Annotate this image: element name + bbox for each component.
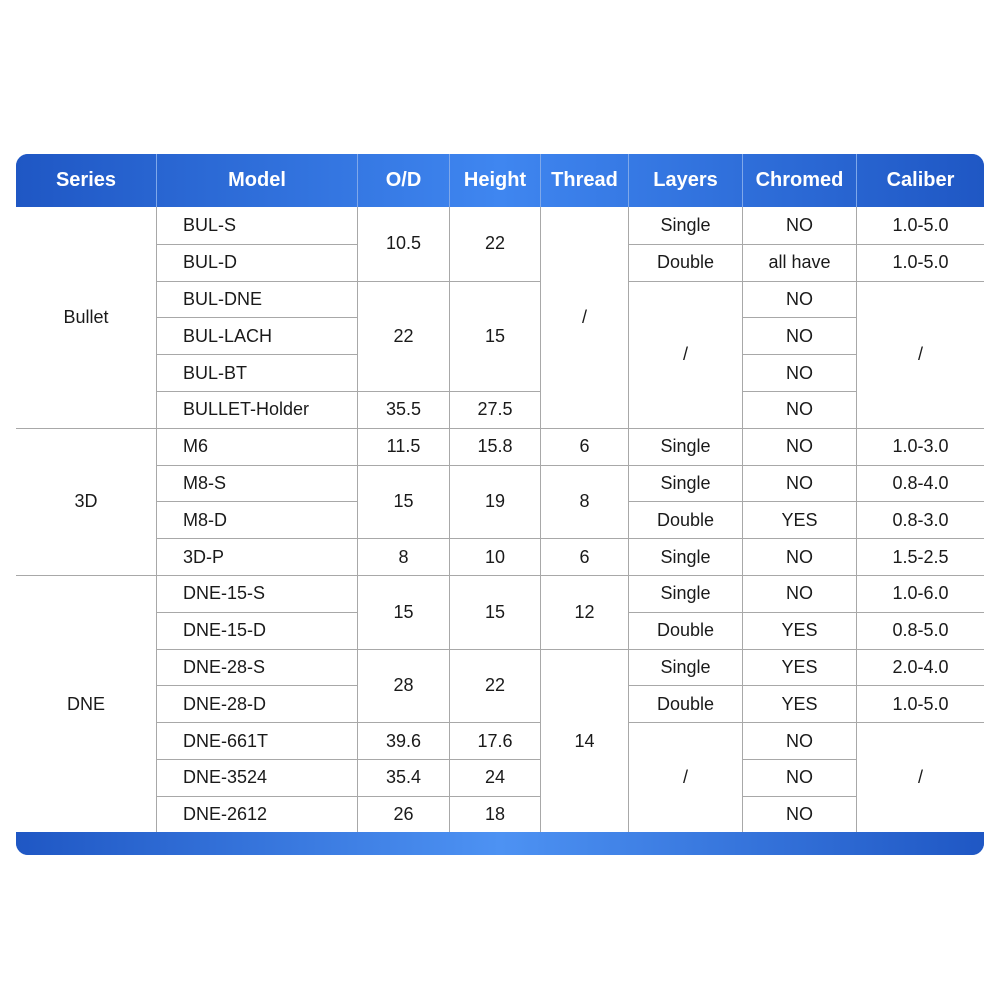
- od-cell: 28: [357, 649, 449, 723]
- height-cell: 15: [449, 575, 540, 649]
- table-header: [16, 154, 984, 207]
- chromed-cell: NO: [742, 796, 856, 833]
- chromed-cell: NO: [742, 722, 856, 759]
- model-cell: DNE-3524: [156, 759, 357, 796]
- header-model: Model: [156, 154, 357, 207]
- thread-cell: 6: [540, 428, 628, 465]
- model-cell: M6: [156, 428, 357, 465]
- height-cell: 22: [449, 207, 540, 281]
- layers-cell: Single: [628, 538, 742, 575]
- layers-cell: Double: [628, 612, 742, 649]
- layers-cell: Single: [628, 649, 742, 686]
- chromed-cell: YES: [742, 685, 856, 722]
- model-cell: DNE-28-S: [156, 649, 357, 686]
- caliber-cell: 0.8-4.0: [856, 465, 984, 502]
- thread-cell: 6: [540, 538, 628, 575]
- chromed-cell: NO: [742, 428, 856, 465]
- thread-cell: 8: [540, 465, 628, 539]
- layers-cell: Single: [628, 428, 742, 465]
- model-cell: BUL-D: [156, 244, 357, 281]
- od-cell: 15: [357, 575, 449, 649]
- header-od: O/D: [357, 154, 449, 207]
- chromed-cell: NO: [742, 538, 856, 575]
- series-cell: 3D: [16, 428, 156, 575]
- od-cell: 22: [357, 281, 449, 391]
- caliber-cell: 1.0-5.0: [856, 207, 984, 244]
- caliber-cell: /: [856, 281, 984, 428]
- height-cell: 10: [449, 538, 540, 575]
- model-cell: DNE-28-D: [156, 685, 357, 722]
- layers-cell: /: [628, 281, 742, 428]
- caliber-cell: 1.0-5.0: [856, 244, 984, 281]
- table-footer-bar: [16, 832, 984, 855]
- header-caliber: Caliber: [856, 154, 984, 207]
- layers-cell: /: [628, 722, 742, 832]
- height-cell: 22: [449, 649, 540, 723]
- chromed-cell: NO: [742, 391, 856, 428]
- height-cell: 15.8: [449, 428, 540, 465]
- od-cell: 35.4: [357, 759, 449, 796]
- caliber-cell: 1.0-5.0: [856, 685, 984, 722]
- chromed-cell: all have: [742, 244, 856, 281]
- header-thread: Thread: [540, 154, 628, 207]
- chromed-cell: YES: [742, 501, 856, 538]
- layers-cell: Single: [628, 575, 742, 612]
- chromed-cell: NO: [742, 317, 856, 354]
- height-cell: 15: [449, 281, 540, 391]
- header-height: Height: [449, 154, 540, 207]
- layers-cell: Single: [628, 465, 742, 502]
- chromed-cell: NO: [742, 354, 856, 391]
- chromed-cell: NO: [742, 575, 856, 612]
- model-cell: DNE-2612: [156, 796, 357, 833]
- layers-cell: Double: [628, 244, 742, 281]
- series-cell: DNE: [16, 575, 156, 833]
- thread-cell: 14: [540, 649, 628, 833]
- layers-cell: Double: [628, 501, 742, 538]
- thread-cell: 12: [540, 575, 628, 649]
- chromed-cell: NO: [742, 281, 856, 318]
- od-cell: 26: [357, 796, 449, 833]
- height-cell: 24: [449, 759, 540, 796]
- od-cell: 11.5: [357, 428, 449, 465]
- model-cell: BUL-BT: [156, 354, 357, 391]
- header-series: Series: [55, 169, 117, 191]
- height-cell: 18: [449, 796, 540, 833]
- od-cell: 39.6: [357, 722, 449, 759]
- model-cell: BUL-DNE: [156, 281, 357, 318]
- od-cell: 10.5: [357, 207, 449, 281]
- od-cell: 8: [357, 538, 449, 575]
- header-layers: Layers: [628, 154, 742, 207]
- thread-cell: /: [540, 207, 628, 428]
- model-cell: BUL-LACH: [156, 317, 357, 354]
- series-cell: Bullet: [16, 207, 156, 428]
- spec-table: [16, 154, 984, 855]
- chromed-cell: YES: [742, 649, 856, 686]
- chromed-cell: NO: [742, 207, 856, 244]
- caliber-cell: 0.8-3.0: [856, 501, 984, 538]
- header-chromed: Chromed: [742, 154, 856, 207]
- caliber-cell: 0.8-5.0: [856, 612, 984, 649]
- model-cell: M8-D: [156, 501, 357, 538]
- caliber-cell: 1.5-2.5: [856, 538, 984, 575]
- model-cell: 3D-P: [156, 538, 357, 575]
- height-cell: 17.6: [449, 722, 540, 759]
- model-cell: DNE-661T: [156, 722, 357, 759]
- chromed-cell: NO: [742, 759, 856, 796]
- height-cell: 27.5: [449, 391, 540, 428]
- model-cell: DNE-15-S: [156, 575, 357, 612]
- caliber-cell: 2.0-4.0: [856, 649, 984, 686]
- caliber-cell: /: [856, 722, 984, 832]
- layers-cell: Single: [628, 207, 742, 244]
- height-cell: 19: [449, 465, 540, 539]
- layers-cell: Double: [628, 685, 742, 722]
- model-cell: BULLET-Holder: [156, 391, 357, 428]
- caliber-cell: 1.0-6.0: [856, 575, 984, 612]
- model-cell: BUL-S: [156, 207, 357, 244]
- chromed-cell: YES: [742, 612, 856, 649]
- model-cell: M8-S: [156, 465, 357, 502]
- chromed-cell: NO: [742, 465, 856, 502]
- od-cell: 35.5: [357, 391, 449, 428]
- model-cell: DNE-15-D: [156, 612, 357, 649]
- od-cell: 15: [357, 465, 449, 539]
- caliber-cell: 1.0-3.0: [856, 428, 984, 465]
